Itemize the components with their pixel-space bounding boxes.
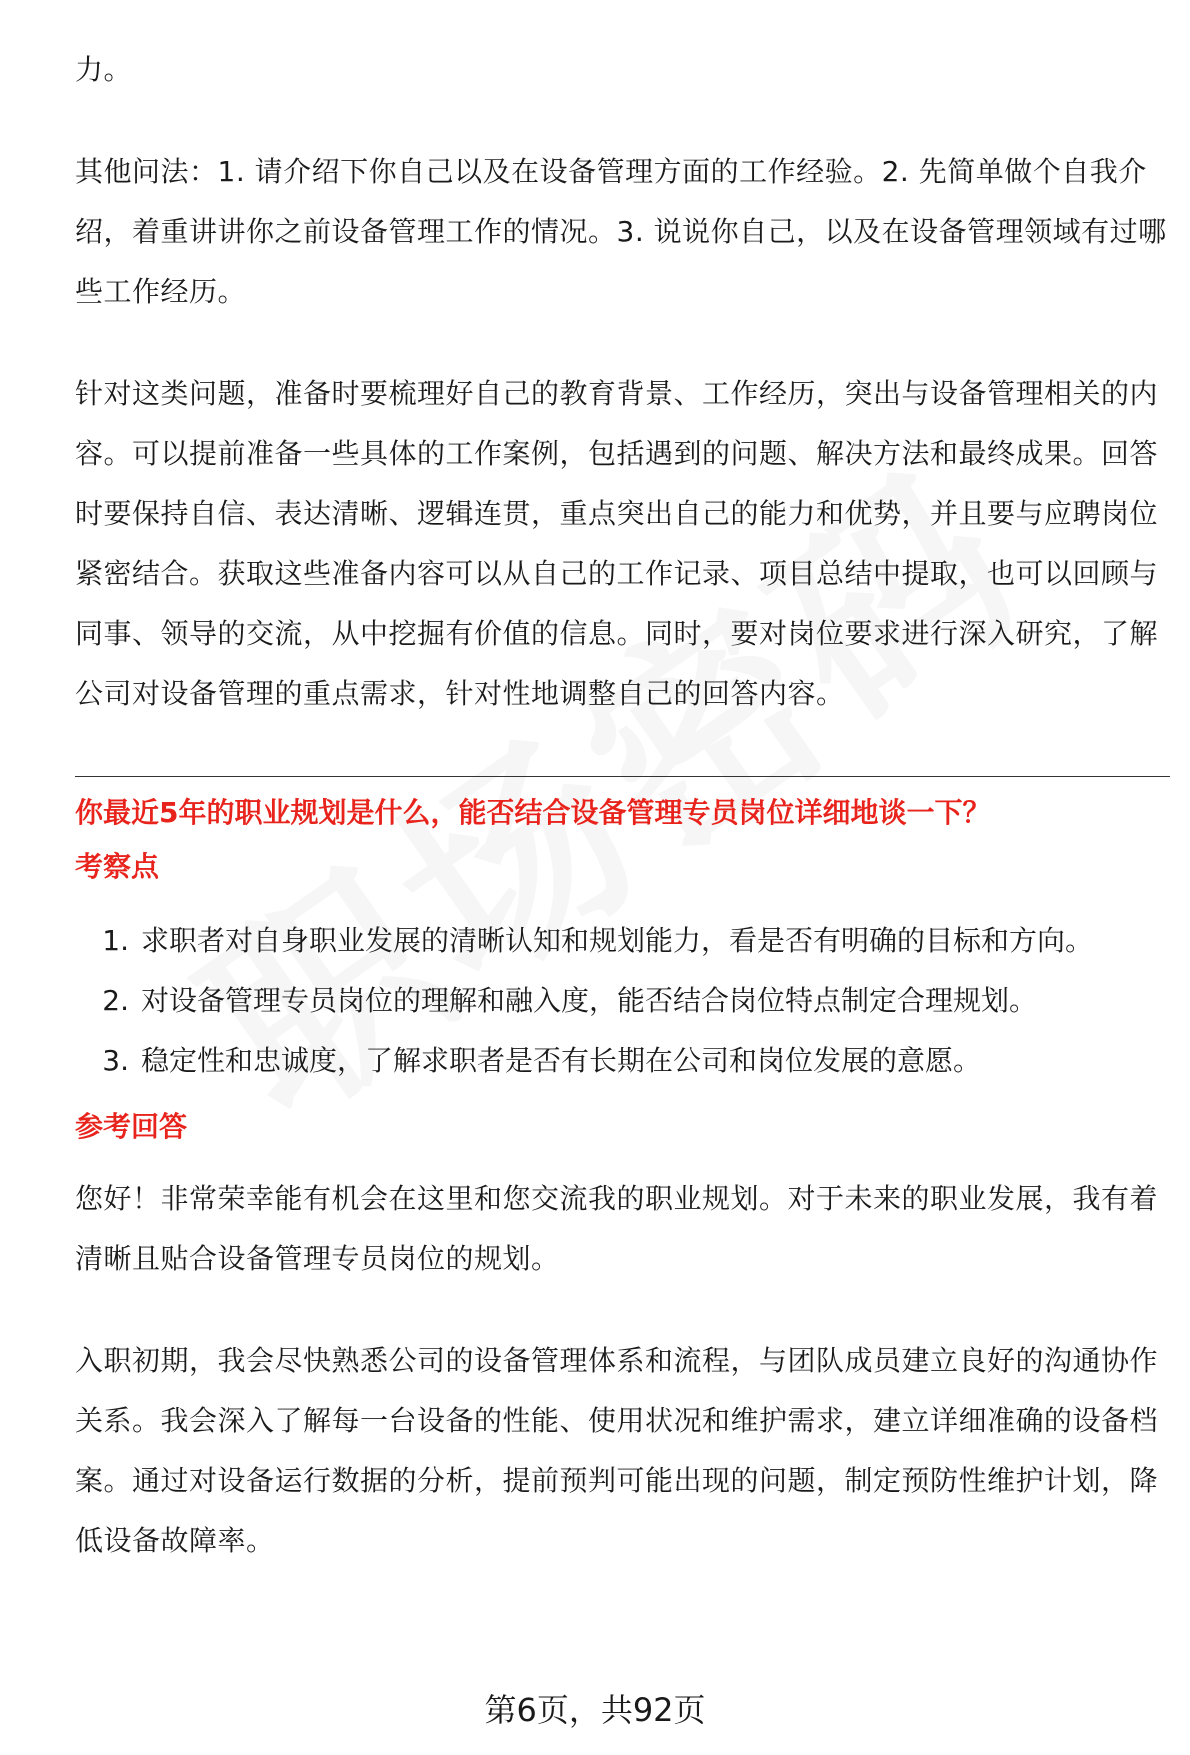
list-number: 2. [102,984,129,1017]
section-divider [75,776,1170,777]
list-text: 稳定性和忠诚度，了解求职者是否有长期在公司和岗位发展的意愿。 [141,1044,982,1077]
list-item [75,971,1170,1031]
answer-heading: 参考回答 [75,1110,188,1143]
list-number: 1. [102,924,129,957]
focus-points-list [75,911,1170,1091]
list-text: 对设备管理专员岗位的理解和融入度，能否结合岗位特点制定合理规划。 [141,984,1038,1017]
continued-fragment: 力。 [75,53,133,86]
focus-heading: 考察点 [75,850,160,883]
list-item [75,911,1170,971]
answer-paragraph: 您好！非常荣幸能有机会在这里和您交流我的职业规划。对于未来的职业发展，我有着清晰且贴合设备管理专员岗位的规划。 [75,1182,1159,1275]
list-number: 3. [102,1044,129,1077]
answer-paragraph: 入职初期，我会尽快熟悉公司的设备管理体系和流程，与团队成员建立良好的沟通协作关系。我会深入了解每一台设备的性能、使用状况和维护需求，建立详细准确的设备档案。通过对设备运行数据的分析，提前预判可能出现的问题，制定预防性维护计划，降低设备故障率。 [75,1344,1159,1557]
other-questions-paragraph: 其他问法：1. 请介绍下你自己以及在设备管理方面的工作经验。2. 先简单做个自我介绍，着重讲讲你之前设备管理工作的情况。3. 说说你自己，以及在设备管理领域有过哪些工作经历。 [75,155,1167,308]
page-indicator: 第6页，共92页 [484,1691,706,1729]
document-page [75,40,1170,1571]
list-text: 求职者对自身职业发展的清晰认知和规划能力，看是否有明确的目标和方向。 [141,924,1094,957]
prep-advice-paragraph: 针对这类问题，准备时要梳理好自己的教育背景、工作经历，突出与设备管理相关的内容。可以提前准备一些具体的工作案例，包括遇到的问题、解决方法和最终成果。回答时要保持自信、表达清晰、逻辑连贯，重点突出自己的能力和优势，并且要与应聘岗位紧密结合。获取这些准备内容可以从自己的工作记录、项目总结中提取，也可以回顾与同事、领导的交流，从中挖掘有价值的信息。同时，要对岗位要求进行深入研究，了解公司对设备管理的重点需求，针对性地调整自己的回答内容。 [75,377,1159,710]
list-item [75,1031,1170,1091]
interview-question: 你最近5年的职业规划是什么，能否结合设备管理专员岗位详细地谈一下？ [75,796,991,829]
